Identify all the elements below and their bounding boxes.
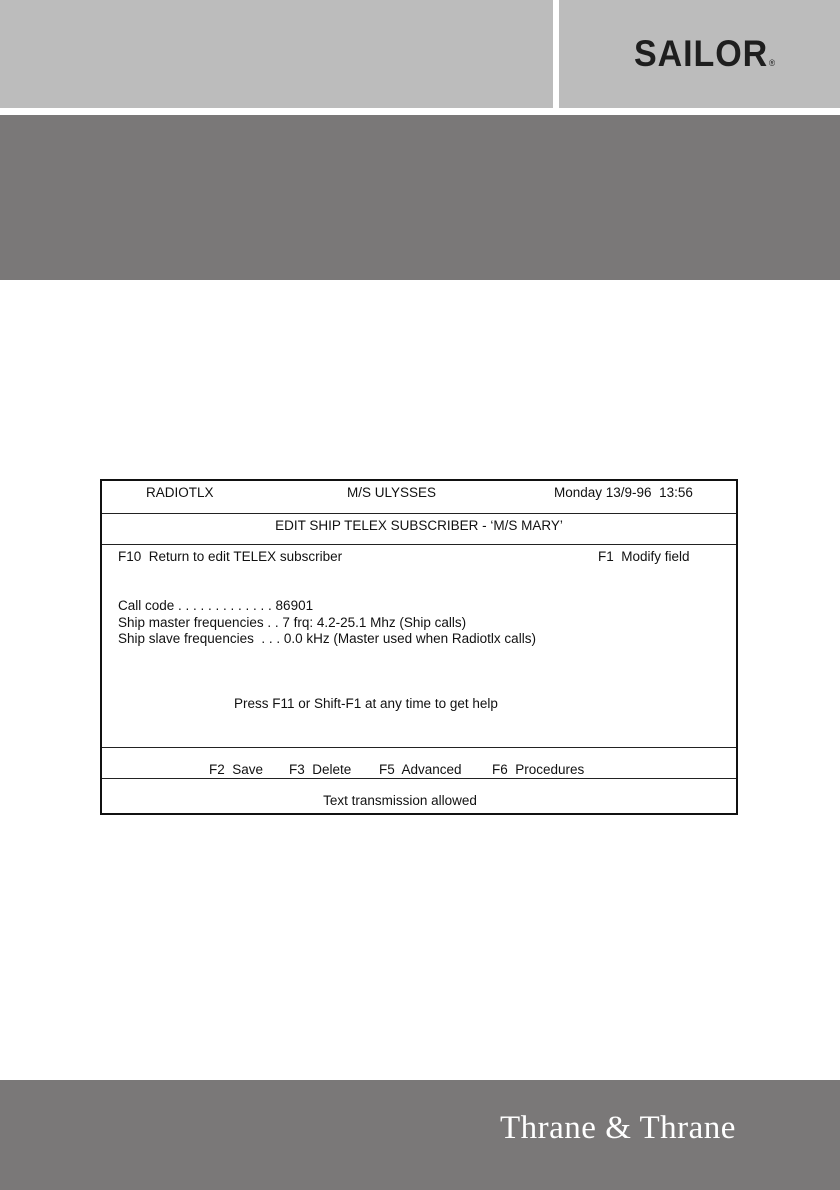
return-hint[interactable]: F10 Return to edit TELEX subscriber [118,549,343,564]
thrane-logo: Thrane & Thrane [500,1110,736,1146]
f2-save-key[interactable]: F2 Save [209,762,264,777]
call-code-field[interactable]: Call code . . . . . . . . . . . . . 86901 [118,598,314,613]
vessel-name: M/S ULYSSES [347,485,437,500]
date-time: Monday 13/9-96 13:56 [554,485,693,500]
screen-body [102,545,736,747]
status-bar [102,778,736,813]
registered-mark: ® [769,58,777,68]
slave-frequencies-field[interactable]: Ship slave frequencies . . . 0.0 kHz (Master used when Radiotlx calls) [118,631,536,646]
f3-delete-key[interactable]: F3 Delete [289,762,352,777]
master-frequencies-field[interactable]: Ship master frequencies . . 7 frq: 4.2-25.1 Mhz (Ship calls) [118,615,467,630]
function-key-bar [102,747,736,779]
screen-title-bar [102,514,736,545]
f6-procedures-key[interactable]: F6 Procedures [492,762,585,777]
help-text: Press F11 or Shift-F1 at any time to get help [234,696,498,711]
sailor-logo [634,33,776,75]
header-band-left [0,0,553,108]
title-band [0,115,840,280]
terminal-screen [100,479,738,815]
app-name: RADIOTLX [146,485,214,500]
modify-field-hint[interactable]: F1 Modify field [598,549,690,564]
screen-title: EDIT SHIP TELEX SUBSCRIBER - ‘M/S MARY’ [275,518,563,533]
sailor-logo-text: SAILOR [634,33,769,74]
screen-header [102,481,736,514]
status-text: Text transmission allowed [323,793,477,808]
f5-advanced-key[interactable]: F5 Advanced [379,762,462,777]
